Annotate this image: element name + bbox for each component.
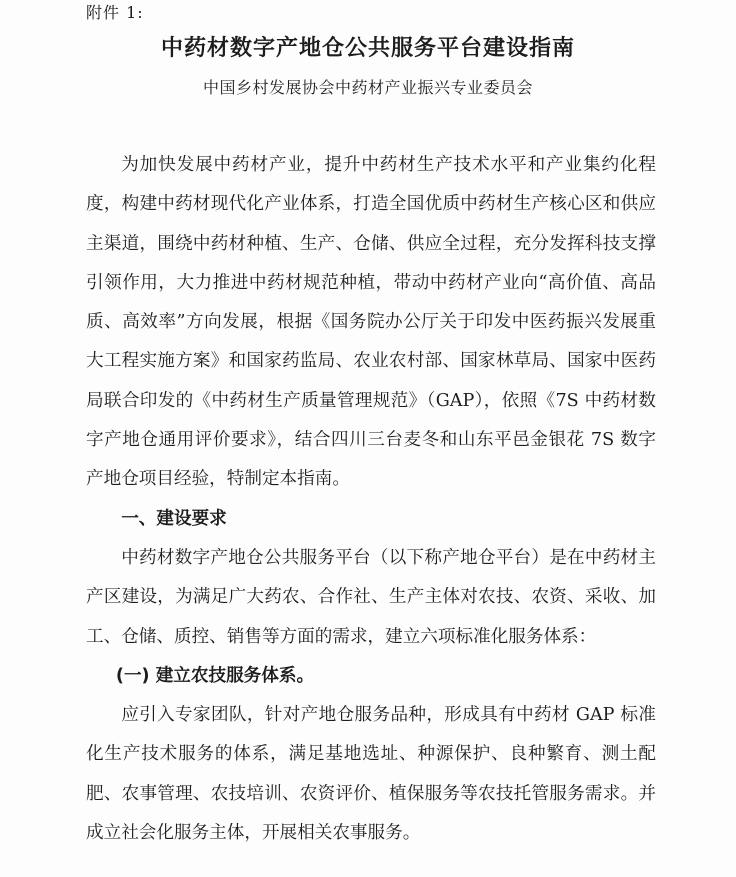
document-issuer: 中国乡村发展协会中药材产业振兴专业委员会 bbox=[202, 78, 533, 97]
attachment-label: 附件 1: bbox=[86, 3, 144, 22]
document-body bbox=[86, 146, 656, 853]
subsection-paragraph: 应引入专家团队，针对产地仓服务品种，形成具有中药材 GAP 标准化生产技术服务的体系，满足基地选址、种源保护、良种繁育、测土配肥、农事管理、农技培训、农资评价、植保服务等农技托管服务需求。并成立社会化服务主体，开展相关农事服务。 bbox=[86, 705, 656, 844]
section-heading: 一、建设要求 bbox=[121, 508, 227, 529]
document-title: 中药材数字产地仓公共服务平台建设指南 bbox=[160, 36, 575, 61]
intro-paragraph: 为加快发展中药材产业，提升中药材生产技术水平和产业集约化程度，构建中药材现代化产业体系，打造全国优质中药材生产核心区和供应主渠道，围绕中药材种植、生产、仓储、供应全过程，充分发挥科技支撑引领作用，大力推进中药材规范种植，带动中药材产业向“高价值、高品质、高效率”方向发展，根据《国务院办公厅关于印发中医药振兴发展重大工程实施方案》和国家药监局、农业农村部、国家林草局、国家中医药局联合印发的《中药材生产质量管理规范》（GAP），依照《7S 中药材数字产地仓通用评价要求》，结合四川三台麦冬和山东平邑金银花 7S 数字产地仓项目经验，特制定本指南。 bbox=[86, 155, 656, 490]
section-paragraph: 中药材数字产地仓公共服务平台（以下称产地仓平台）是在中药材主产区建设，为满足广大药农、合作社、生产主体对农技、农资、采收、加工、仓储、质控、销售等方面的需求，建立六项标准化服务体系： bbox=[86, 547, 656, 647]
subsection-heading: (一) 建立农技服务体系。 bbox=[115, 665, 315, 686]
